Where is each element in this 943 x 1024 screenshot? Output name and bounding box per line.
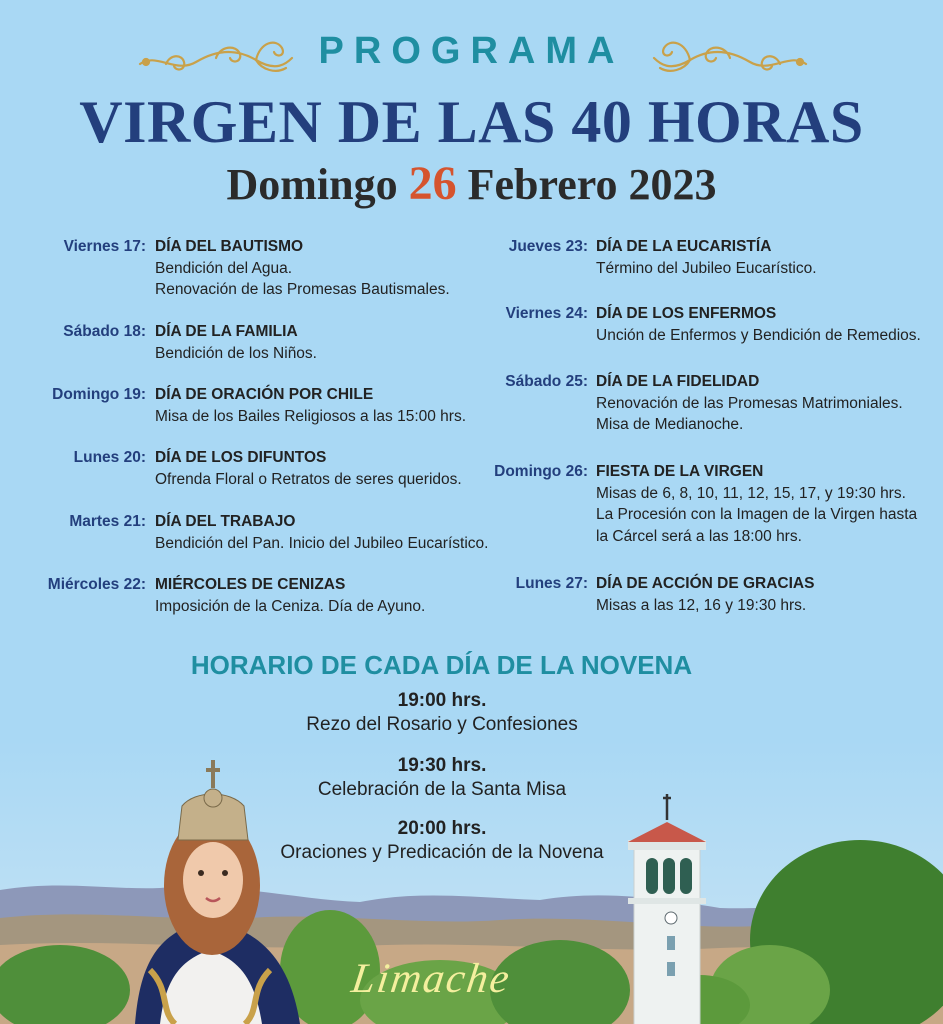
date-day: 26 bbox=[408, 157, 457, 210]
page-title: VIRGEN DE LAS 40 HORAS bbox=[79, 89, 864, 155]
entry-body bbox=[155, 447, 462, 490]
entry-body bbox=[155, 236, 450, 301]
entry-line: Unción de Enfermos y Bendición de Remedios. bbox=[596, 326, 921, 344]
entry-date: Jueves 23: bbox=[508, 238, 588, 255]
date-suffix: Febrero 2023 bbox=[467, 160, 717, 209]
date-prefix: Domingo bbox=[226, 160, 398, 209]
entry-heading: DÍA DE ACCIÓN DE GRACIAS bbox=[596, 575, 815, 592]
entry-body bbox=[155, 574, 425, 617]
entry-body bbox=[155, 384, 466, 427]
novena-slot-2 bbox=[0, 754, 884, 802]
entry-date: Lunes 20: bbox=[73, 449, 146, 466]
entry-date: Sábado 18: bbox=[63, 323, 146, 340]
entry-body bbox=[596, 573, 814, 616]
entry-line: Bendición del Agua. bbox=[155, 259, 293, 277]
slot-time: 19:30 hrs. bbox=[397, 755, 487, 776]
slot-description: Celebración de la Santa Misa bbox=[317, 779, 567, 800]
entry-body bbox=[596, 303, 921, 346]
entry-heading: DÍA DE LOS DIFUNTOS bbox=[155, 449, 327, 466]
entry-heading: DÍA DE LA FAMILIA bbox=[155, 323, 298, 340]
entry-heading: FIESTA DE LA VIRGEN bbox=[596, 463, 764, 480]
slot-time: 20:00 hrs. bbox=[397, 818, 487, 839]
entry-heading: MIÉRCOLES DE CENIZAS bbox=[155, 576, 346, 593]
event-date bbox=[0, 156, 943, 211]
novena-slot-3 bbox=[0, 817, 884, 865]
entry-line: Misas de 6, 8, 10, 11, 12, 15, 17, y 19:30 hrs. bbox=[596, 484, 906, 502]
entry-heading: DÍA DE LOS ENFERMOS bbox=[596, 305, 777, 322]
entry-date: Domingo 19: bbox=[52, 386, 146, 403]
entry-line: Imposición de la Ceniza. Día de Ayuno. bbox=[155, 597, 426, 615]
entry-line: Misa de Medianoche. bbox=[596, 416, 744, 433]
slot-time: 19:00 hrs. bbox=[397, 690, 487, 711]
entry-body bbox=[155, 511, 488, 554]
entry-date: Sábado 25: bbox=[505, 373, 588, 390]
entry-line: Renovación de las Promesas Matrimoniales. bbox=[596, 394, 903, 412]
program-kicker: PROGRAMA bbox=[318, 30, 625, 72]
town-name: Limache bbox=[348, 956, 514, 1002]
entry-line: La Procesión con la Imagen de la Virgen hasta bbox=[596, 506, 918, 523]
entry-date: Domingo 26: bbox=[494, 463, 588, 480]
entry-date: Martes 21: bbox=[69, 513, 146, 530]
entry-date: Viernes 24: bbox=[505, 305, 588, 322]
entry-body bbox=[596, 461, 917, 547]
entry-line: Renovación de las Promesas Bautismales. bbox=[155, 281, 450, 298]
entry-date: Viernes 17: bbox=[63, 238, 146, 255]
entry-body bbox=[596, 236, 817, 279]
entry-line: Ofrenda Floral o Retratos de seres queridos. bbox=[155, 470, 462, 488]
entry-heading: DÍA DE ORACIÓN POR CHILE bbox=[155, 386, 374, 403]
entry-body bbox=[155, 321, 317, 364]
entry-heading: DÍA DE LA FIDELIDAD bbox=[596, 373, 760, 390]
entry-line: la Cárcel será a las 18:00 hrs. bbox=[596, 527, 802, 545]
entry-line: Bendición de los Niños. bbox=[155, 344, 317, 362]
entry-date: Miércoles 22: bbox=[47, 576, 146, 593]
entry-date: Lunes 27: bbox=[515, 575, 588, 592]
entry-line: Bendición del Pan. Inicio del Jubileo Eucarístico. bbox=[155, 534, 489, 552]
slot-description: Rezo del Rosario y Confesiones bbox=[306, 714, 578, 735]
entry-heading: DÍA DE LA EUCARISTÍA bbox=[596, 238, 772, 255]
entry-line: Misa de los Bailes Religiosos a las 15:00 hrs. bbox=[155, 407, 467, 425]
novena-slot-1 bbox=[0, 689, 884, 737]
entry-body bbox=[596, 371, 903, 436]
slot-description: Oraciones y Predicación de la Novena bbox=[280, 842, 604, 863]
entry-line: Misas a las 12, 16 y 19:30 hrs. bbox=[596, 596, 807, 614]
novena-title: HORARIO DE CADA DÍA DE LA NOVENA bbox=[190, 650, 693, 680]
entry-heading: DÍA DEL BAUTISMO bbox=[155, 238, 304, 255]
entry-heading: DÍA DEL TRABAJO bbox=[155, 513, 296, 530]
entry-line: Término del Jubileo Eucarístico. bbox=[596, 259, 817, 277]
